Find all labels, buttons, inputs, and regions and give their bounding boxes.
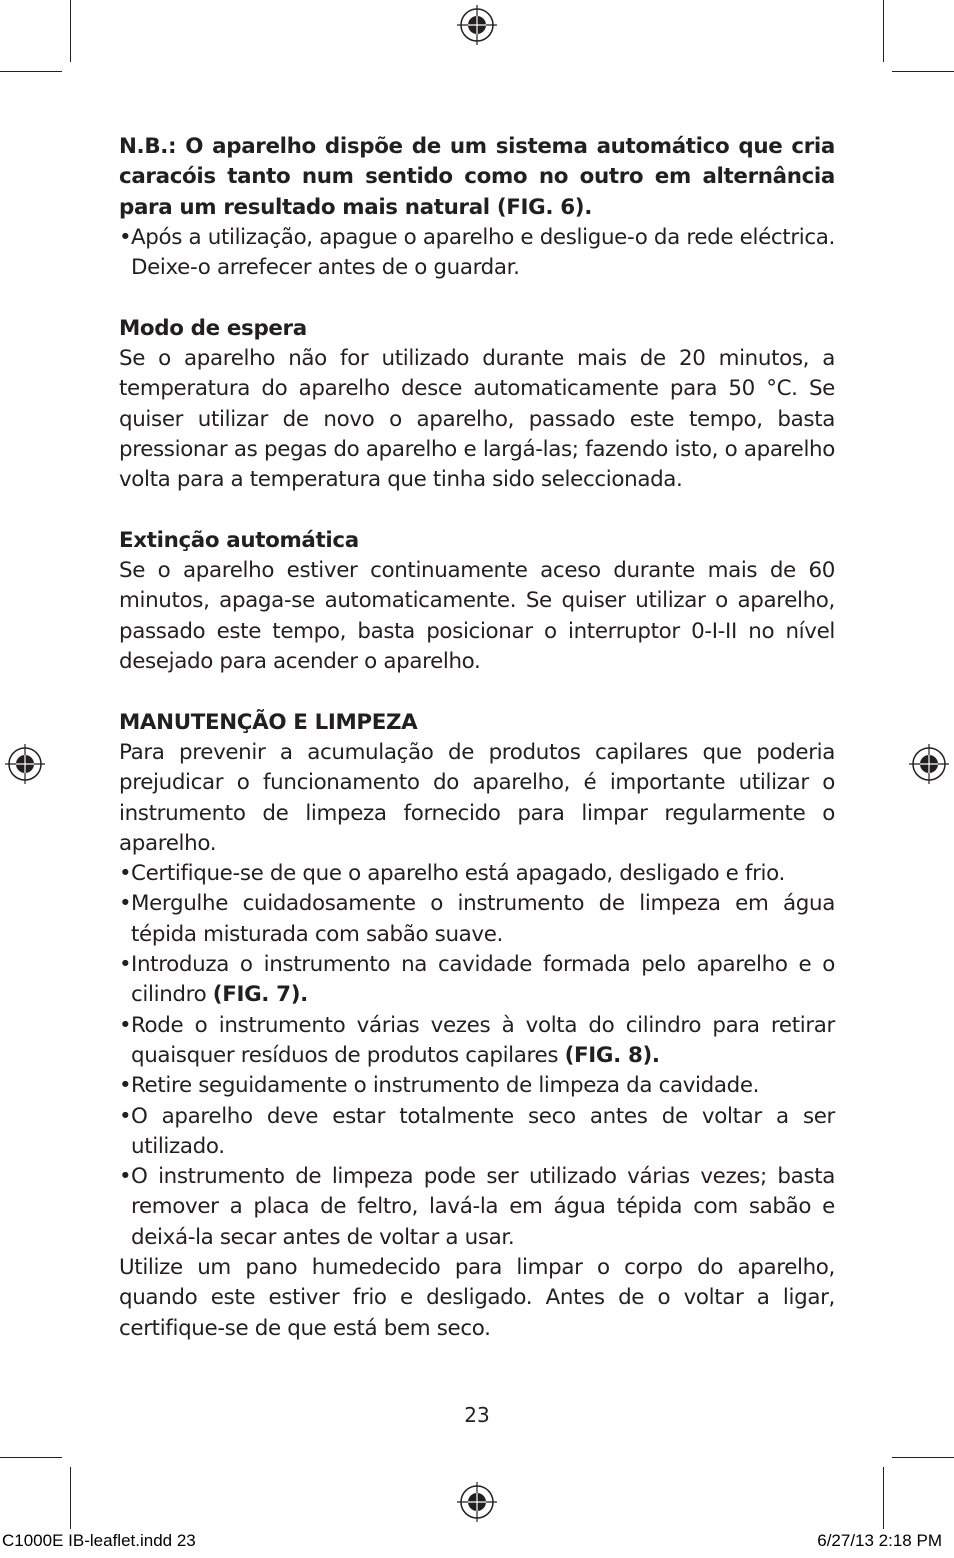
section-heading-maintenance: MANUTENÇÃO E LIMPEZA: [119, 709, 418, 735]
list-item: [119, 223, 835, 284]
list-item: [119, 1102, 835, 1163]
registration-mark-icon: [5, 744, 45, 784]
slug-filename: C1000E IB-leaflet.indd 23: [2, 1531, 196, 1550]
bullet-icon: •: [119, 1012, 132, 1038]
crop-mark: [0, 1457, 62, 1458]
bullet-icon: •: [119, 1164, 132, 1190]
bullet-icon: •: [119, 1073, 132, 1099]
crop-mark: [883, 1467, 884, 1529]
registration-mark-icon: [909, 744, 949, 784]
list-item: [119, 1162, 835, 1253]
list-item: [119, 859, 835, 889]
list-item-text: Certifique-se de que o aparelho está apagado, desligado e frio.: [131, 861, 785, 887]
section-body-maintenance: Para prevenir a acumulação de produtos capilares que poderia prejudicar o funcionamento do aparelho, é importante utilizar o instrumento de limpeza fornecido para limpar regularmente o aparelho.: [119, 739, 835, 856]
bullet-icon: •: [119, 861, 132, 887]
figure-reference: (FIG. 8).: [564, 1042, 660, 1068]
list-item-text: Após a utilização, apague o aparelho e desligue-o da rede eléctrica. Deixe-o arrefecer antes de o guardar.: [131, 224, 835, 281]
crop-mark: [892, 71, 954, 72]
list-item: [119, 1011, 835, 1072]
list-item: [119, 1071, 835, 1101]
bullet-icon: •: [119, 891, 132, 917]
crop-mark: [883, 0, 884, 62]
crop-mark: [0, 71, 62, 72]
slug-timestamp: 6/27/13 2:18 PM: [817, 1531, 942, 1550]
list-item-text: O instrumento de limpeza pode ser utilizado várias vezes; basta remover a placa de feltro, lavá-la em água tépida com sabão e deixá-la secar antes de voltar a usar.: [131, 1164, 835, 1250]
nb-note: N.B.: O aparelho dispõe de um sistema automático que cria caracóis tanto num sentido como no outro em alternância para um resultado mais natural (FIG. 6).: [119, 134, 835, 220]
registration-mark-icon: [457, 1482, 497, 1522]
section-outro-maintenance: Utilize um pano humedecido para limpar o corpo do aparelho, quando este estiver frio e desligado. Antes de o voltar a ligar, certifique-se de que está bem seco.: [119, 1254, 835, 1341]
list-item-text: Retire seguidamente o instrumento de limpeza da cavidade.: [131, 1073, 760, 1099]
list-item-text: Introduza o instrumento na cavidade formada pelo aparelho e o cilindro: [131, 952, 835, 1008]
registration-mark-icon: [457, 5, 497, 45]
crop-mark: [70, 1467, 71, 1529]
crop-mark: [892, 1457, 954, 1458]
bullet-icon: •: [119, 952, 132, 978]
section-heading-standby: Modo de espera: [119, 315, 307, 341]
list-item: [119, 889, 835, 950]
page-number: 23: [464, 1403, 490, 1427]
section-body-auto-off: Se o aparelho estiver continuamente aceso durante mais de 60 minutos, apaga-se automaticamente. Se quiser utilizar o aparelho, passado este tempo, basta posicionar o interruptor 0-I-II no nível desejado para acender o aparelho.: [119, 558, 835, 675]
figure-reference: (FIG. 7).: [212, 982, 308, 1008]
crop-mark: [70, 0, 71, 62]
bullet-icon: •: [119, 224, 132, 250]
list-item-text: O aparelho deve estar totalmente seco antes de voltar a ser utilizado.: [131, 1103, 835, 1159]
list-item: [119, 950, 835, 1011]
section-body-standby: Se o aparelho não for utilizado durante mais de 20 minutos, a temperatura do aparelho desce automaticamente para 50 °C. Se quiser utilizar de novo o aparelho, passado este tempo, basta pressionar as pegas do aparelho e largá-las; fazendo isto, o aparelho volta para a temperatura que tinha sido seleccionada.: [119, 346, 835, 493]
page-content: [119, 132, 835, 1344]
bullet-icon: •: [119, 1103, 132, 1129]
list-item-text: Rode o instrumento várias vezes à volta do cilindro para retirar quaisquer resíduos de produtos capilares: [131, 1012, 835, 1068]
section-heading-auto-off: Extinção automática: [119, 527, 359, 553]
list-item-text: Mergulhe cuidadosamente o instrumento de limpeza em água tépida misturada com sabão suave.: [131, 891, 835, 947]
